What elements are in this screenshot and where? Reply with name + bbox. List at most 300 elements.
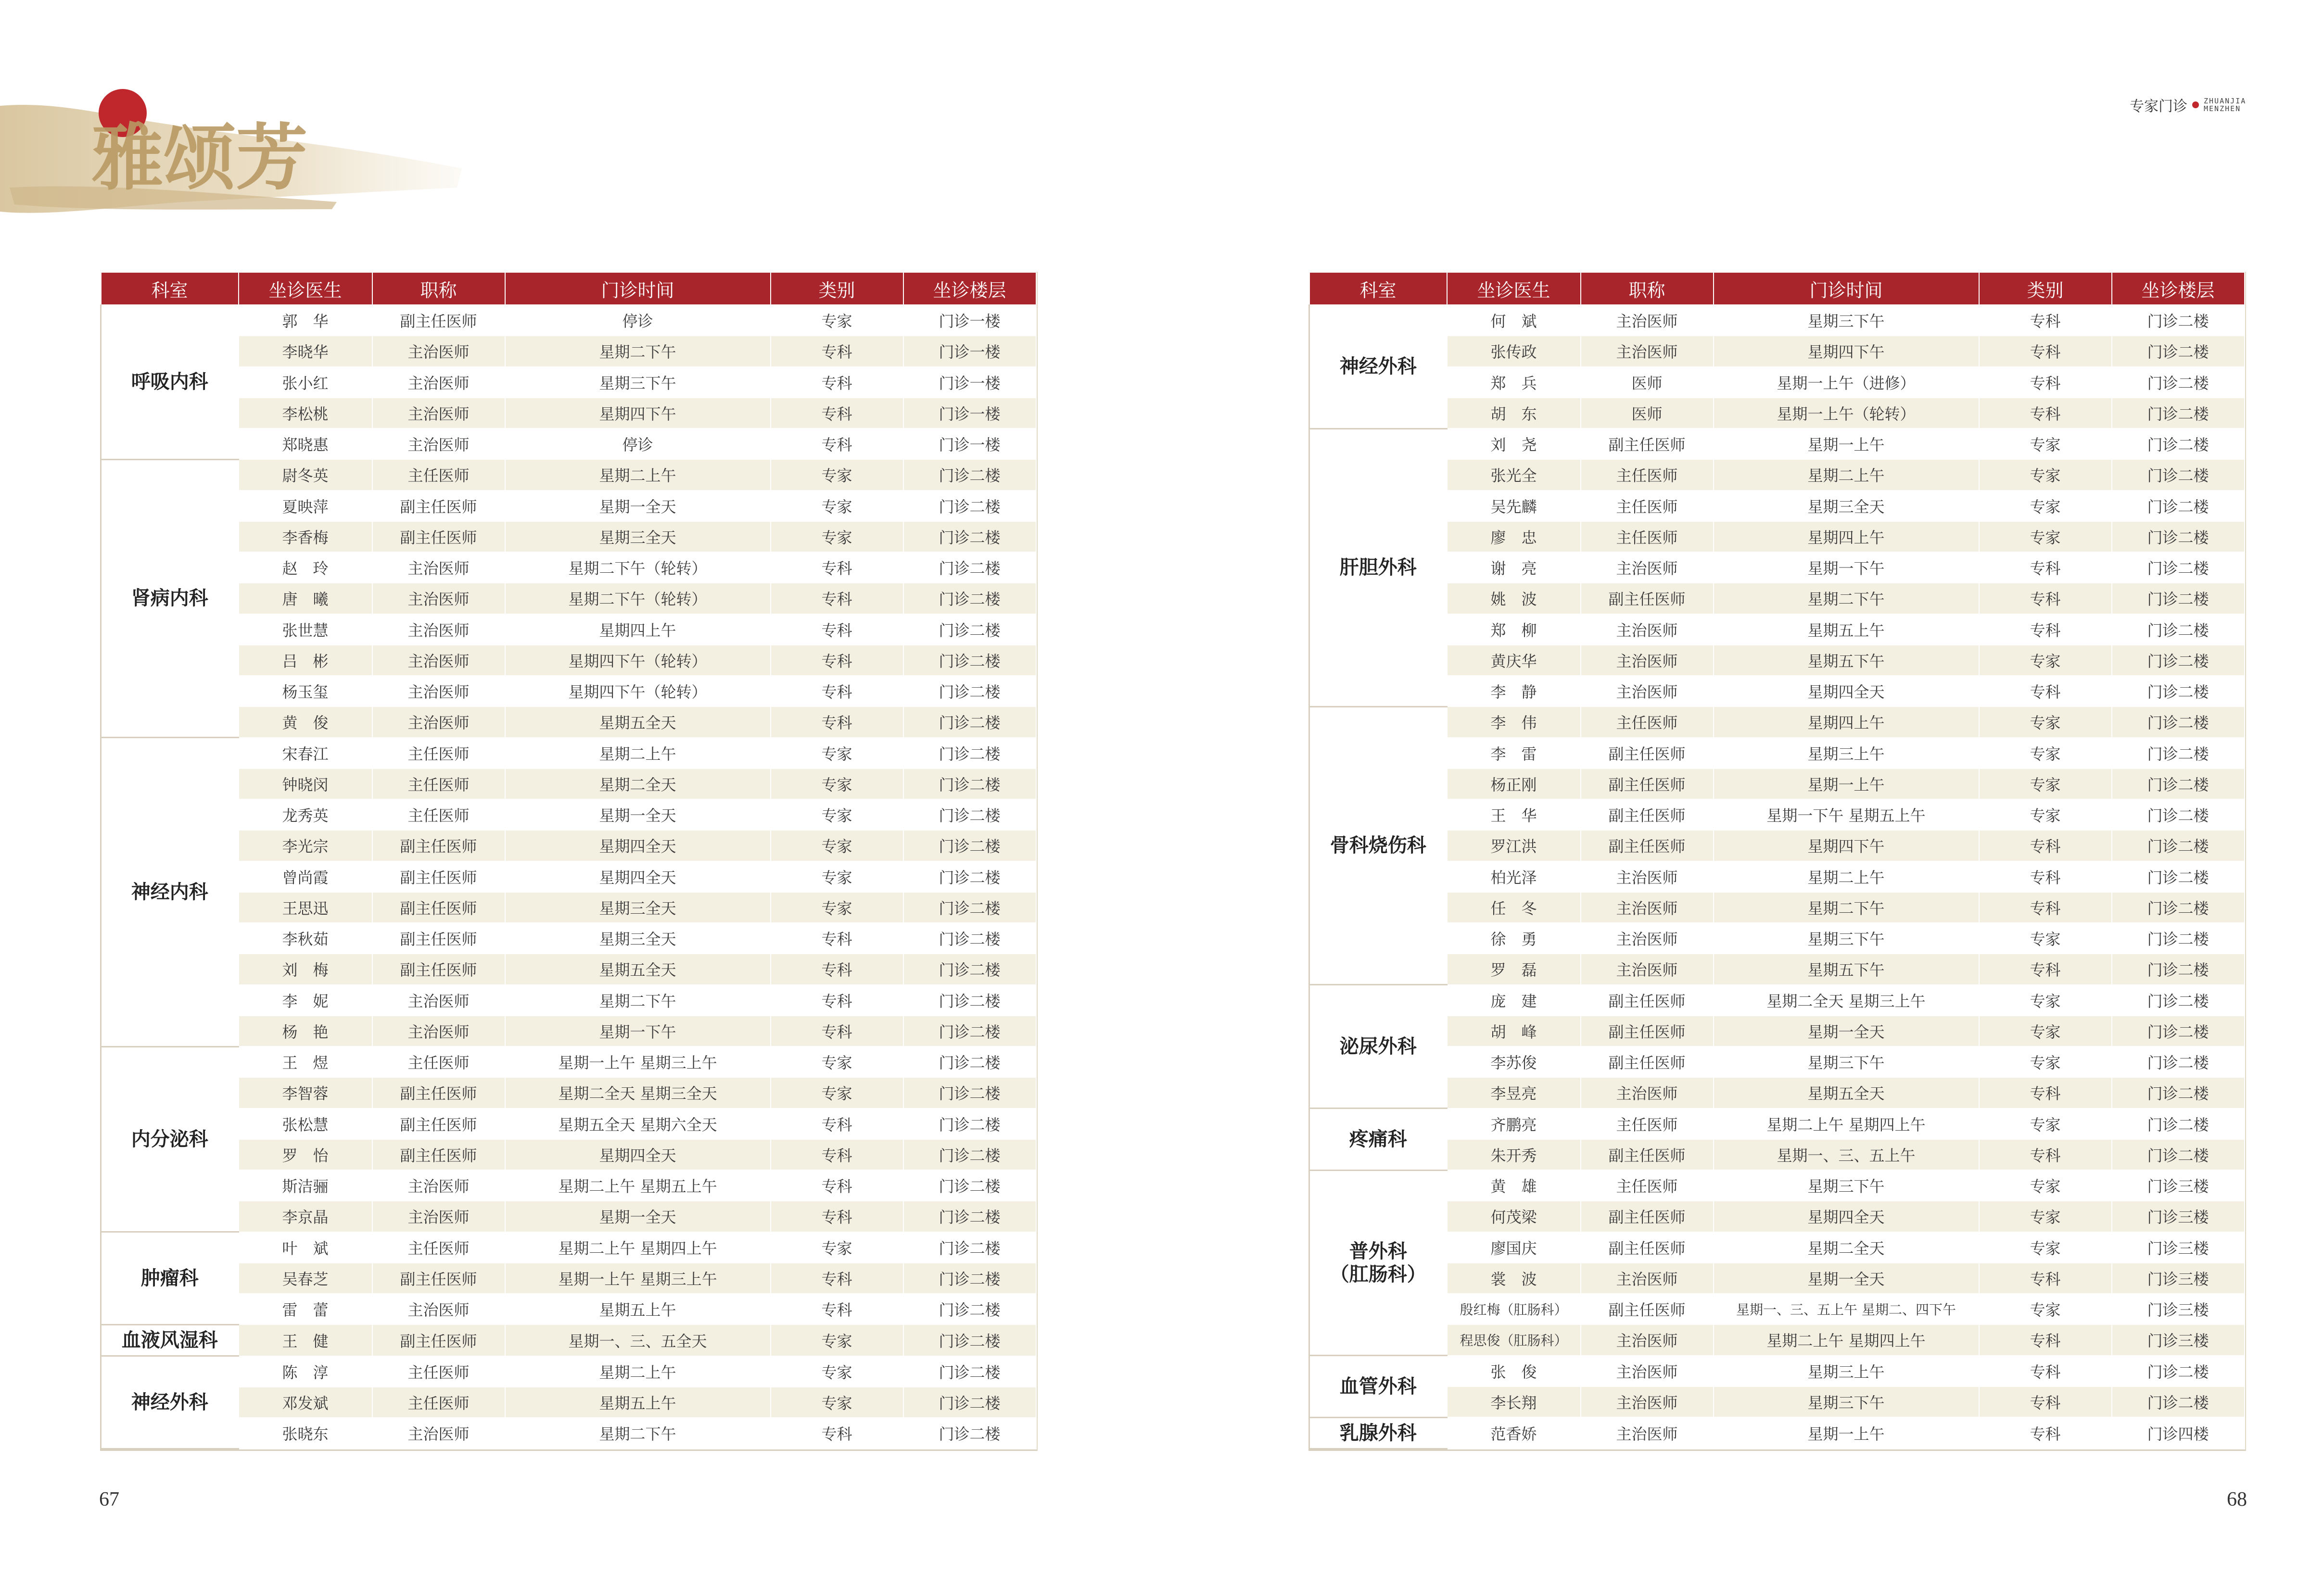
floor-cell: 门诊一楼 [903, 305, 1036, 336]
table-row [101, 1387, 1036, 1418]
department-cell: 呼吸内科 [101, 305, 239, 459]
title-cell: 副主任医师 [1581, 768, 1714, 799]
category-cell: 专家 [1979, 1294, 2112, 1324]
table-row [101, 892, 1036, 923]
logo-calligraphy: 雅颂芳 [91, 115, 308, 200]
doctor-cell: 吕 彬 [239, 645, 372, 676]
floor-cell: 门诊二楼 [903, 1201, 1036, 1232]
floor-cell: 门诊二楼 [2112, 799, 2245, 830]
table-row [1309, 1170, 2245, 1201]
table-row [101, 367, 1036, 398]
floor-cell: 门诊二楼 [903, 1387, 1036, 1418]
doctor-cell: 张小红 [239, 367, 372, 398]
doctor-cell: 宋春江 [239, 738, 372, 768]
table-row [1309, 892, 2245, 923]
column-header: 类别 [1979, 272, 2112, 305]
category-cell: 专家 [1979, 1016, 2112, 1046]
table-row [1309, 1386, 2245, 1417]
category-cell: 专家 [1979, 1232, 2112, 1263]
floor-cell: 门诊二楼 [2112, 428, 2245, 459]
title-cell: 主治医师 [372, 1170, 505, 1201]
title-cell: 主任医师 [372, 459, 505, 490]
floor-cell: 门诊二楼 [903, 1046, 1036, 1077]
table-row [1309, 706, 2245, 737]
schedule-cell: 星期四下午 [1714, 336, 1979, 366]
table-row [101, 799, 1036, 830]
table-row [101, 1324, 1036, 1356]
floor-cell: 门诊二楼 [2112, 985, 2245, 1016]
category-cell: 专科 [771, 1294, 903, 1324]
category-cell: 专家 [1979, 459, 2112, 490]
floor-cell: 门诊二楼 [903, 706, 1036, 737]
doctor-cell: 程思俊（肛肠科） [1447, 1324, 1581, 1355]
department-cell: 泌尿外科 [1309, 985, 1447, 1108]
table-row [1309, 985, 2245, 1016]
table-row [1309, 676, 2245, 706]
table-row [101, 1232, 1036, 1263]
doctor-cell: 李智蓉 [239, 1077, 372, 1108]
title-cell: 医师 [1581, 398, 1714, 428]
title-cell: 副主任医师 [372, 892, 505, 923]
title-cell: 主任医师 [372, 768, 505, 799]
title-cell: 主治医师 [1581, 336, 1714, 366]
table-row [101, 1263, 1036, 1294]
schedule-cell: 星期三全天 [505, 892, 771, 923]
schedule-cell: 星期一上午（轮转） [1714, 398, 1979, 428]
category-cell: 专家 [771, 830, 903, 861]
schedule-cell: 星期二上午 星期五上午 [505, 1170, 771, 1201]
schedule-cell: 星期二上午 [1714, 459, 1979, 490]
doctor-cell: 刘 梅 [239, 954, 372, 984]
floor-cell: 门诊二楼 [2112, 305, 2245, 336]
schedule-cell: 星期五上午 [505, 1387, 771, 1418]
floor-cell: 门诊三楼 [2112, 1294, 2245, 1324]
category-cell: 专家 [1979, 1108, 2112, 1139]
floor-cell: 门诊二楼 [903, 1356, 1036, 1387]
title-cell: 主治医师 [372, 367, 505, 398]
table-row [1309, 459, 2245, 490]
floor-cell: 门诊二楼 [903, 1294, 1036, 1324]
category-cell: 专科 [771, 985, 903, 1016]
table-row [1309, 645, 2245, 676]
table-row [1309, 305, 2245, 336]
column-header: 科室 [1309, 272, 1447, 305]
table-row [101, 645, 1036, 676]
page-number-left: 67 [99, 1488, 119, 1511]
title-cell: 主治医师 [1581, 552, 1714, 583]
department-cell: 血液风湿科 [101, 1324, 239, 1356]
title-cell: 主治医师 [372, 676, 505, 706]
title-cell: 主治医师 [1581, 892, 1714, 923]
floor-cell: 门诊二楼 [2112, 706, 2245, 737]
title-cell: 主治医师 [372, 706, 505, 737]
title-cell: 副主任医师 [372, 923, 505, 954]
schedule-cell: 星期五全天 [1714, 1077, 1979, 1108]
schedule-cell: 星期一上午 星期三上午 [505, 1263, 771, 1294]
department-cell: 骨科烧伤科 [1309, 706, 1447, 984]
department-cell: 乳腺外科 [1309, 1417, 1447, 1448]
doctor-cell: 黄 俊 [239, 706, 372, 737]
department-cell: 疼痛科 [1309, 1108, 1447, 1171]
table-row [1309, 398, 2245, 428]
schedule-cell: 星期四全天 [505, 861, 771, 892]
floor-cell: 门诊二楼 [2112, 459, 2245, 490]
category-cell: 专科 [1979, 676, 2112, 706]
category-cell: 专科 [1979, 1077, 2112, 1108]
schedule-cell: 星期五上午 [1714, 614, 1979, 645]
schedule-cell: 星期二上午 [1714, 861, 1979, 892]
table-row [101, 398, 1036, 428]
doctor-cell: 杨正刚 [1447, 768, 1581, 799]
schedule-cell: 星期二上午 [505, 738, 771, 768]
doctor-cell: 尉冬英 [239, 459, 372, 490]
table-row [101, 1356, 1036, 1387]
table-row [1309, 367, 2245, 398]
title-cell: 副主任医师 [372, 1139, 505, 1170]
table-row [101, 923, 1036, 954]
category-cell: 专科 [771, 954, 903, 984]
title-cell: 主治医师 [1581, 1417, 1714, 1448]
table-row [101, 336, 1036, 366]
schedule-cell: 星期二全天 [505, 768, 771, 799]
floor-cell: 门诊二楼 [903, 799, 1036, 830]
floor-cell: 门诊二楼 [2112, 861, 2245, 892]
floor-cell: 门诊二楼 [2112, 738, 2245, 768]
title-cell: 主治医师 [1581, 1077, 1714, 1108]
schedule-cell: 星期四下午（轮转） [505, 676, 771, 706]
title-cell: 主治医师 [1581, 645, 1714, 676]
schedule-cell: 星期三全天 [505, 521, 771, 552]
title-cell: 主任医师 [372, 1232, 505, 1263]
schedule-cell: 星期一全天 [505, 491, 771, 521]
category-cell: 专家 [1979, 768, 2112, 799]
schedule-cell: 星期四全天 [1714, 1201, 1979, 1232]
doctor-cell: 柏光泽 [1447, 861, 1581, 892]
title-cell: 主治医师 [372, 1016, 505, 1046]
category-cell: 专家 [771, 305, 903, 336]
category-cell: 专科 [771, 1263, 903, 1294]
category-cell: 专科 [1979, 583, 2112, 614]
floor-cell: 门诊二楼 [903, 985, 1036, 1016]
title-cell: 副主任医师 [1581, 428, 1714, 459]
doctor-cell: 张松慧 [239, 1108, 372, 1139]
floor-cell: 门诊二楼 [2112, 923, 2245, 954]
title-cell: 副主任医师 [372, 954, 505, 984]
doctor-cell: 罗 怡 [239, 1139, 372, 1170]
schedule-cell: 星期二上午 星期四上午 [505, 1232, 771, 1263]
floor-cell: 门诊二楼 [903, 768, 1036, 799]
category-cell: 专家 [771, 1046, 903, 1077]
title-cell: 主治医师 [372, 583, 505, 614]
doctor-cell: 钟晓闵 [239, 768, 372, 799]
title-cell: 主治医师 [1581, 954, 1714, 984]
floor-cell: 门诊二楼 [903, 1232, 1036, 1263]
schedule-cell: 星期四上午 [1714, 521, 1979, 552]
schedule-cell: 星期二上午 [505, 459, 771, 490]
schedule-cell: 星期五上午 [505, 1294, 771, 1324]
title-cell: 主治医师 [1581, 1356, 1714, 1386]
doctor-cell: 李昱亮 [1447, 1077, 1581, 1108]
doctor-cell: 杨玉玺 [239, 676, 372, 706]
floor-cell: 门诊二楼 [2112, 583, 2245, 614]
category-cell: 专家 [771, 1324, 903, 1356]
floor-cell: 门诊二楼 [2112, 954, 2245, 984]
doctor-cell: 龙秀英 [239, 799, 372, 830]
title-cell: 主治医师 [372, 428, 505, 459]
floor-cell: 门诊二楼 [2112, 676, 2245, 706]
floor-cell: 门诊二楼 [903, 954, 1036, 984]
schedule-cell: 星期一下午 星期五上午 [1714, 799, 1979, 830]
floor-cell: 门诊三楼 [2112, 1324, 2245, 1355]
category-cell: 专科 [1979, 398, 2112, 428]
schedule-cell: 星期一上午 [1714, 428, 1979, 459]
schedule-cell: 星期一全天 [505, 1201, 771, 1232]
category-cell: 专科 [771, 706, 903, 737]
doctor-cell: 陈 淳 [239, 1356, 372, 1387]
doctor-cell: 李苏俊 [1447, 1046, 1581, 1077]
table-row [101, 861, 1036, 892]
category-cell: 专科 [771, 398, 903, 428]
doctor-cell: 廖国庆 [1447, 1232, 1581, 1263]
floor-cell: 门诊二楼 [2112, 521, 2245, 552]
section-title: 专家门诊 [2130, 98, 2187, 115]
category-cell: 专科 [1979, 861, 2112, 892]
doctor-cell: 裳 波 [1447, 1263, 1581, 1294]
table-row [1309, 1046, 2245, 1077]
schedule-cell: 星期二全天 星期三上午 [1714, 985, 1979, 1016]
floor-cell: 门诊二楼 [2112, 1016, 2245, 1046]
category-cell: 专科 [1979, 954, 2112, 984]
schedule-cell: 星期二下午 [1714, 583, 1979, 614]
floor-cell: 门诊二楼 [2112, 1046, 2245, 1077]
table-row [1309, 1139, 2245, 1170]
schedule-cell: 星期四上午 [1714, 706, 1979, 737]
category-cell: 专家 [1979, 738, 2112, 768]
doctor-cell: 王思迅 [239, 892, 372, 923]
column-header: 科室 [101, 272, 239, 305]
category-cell: 专科 [771, 676, 903, 706]
table-row [1309, 768, 2245, 799]
doctor-cell: 李 雷 [1447, 738, 1581, 768]
category-cell: 专科 [1979, 1386, 2112, 1417]
schedule-cell: 星期五下午 [1714, 645, 1979, 676]
table-row [1309, 1077, 2245, 1108]
table-row [101, 706, 1036, 737]
category-cell: 专科 [1979, 1263, 2112, 1294]
doctor-cell: 胡 东 [1447, 398, 1581, 428]
schedule-cell: 星期四下午 [505, 398, 771, 428]
doctor-cell: 范香娇 [1447, 1417, 1581, 1448]
schedule-cell: 星期一下午 [505, 1016, 771, 1046]
category-cell: 专科 [771, 367, 903, 398]
page-number-right: 68 [2227, 1488, 2247, 1511]
doctor-cell: 黄庆华 [1447, 645, 1581, 676]
department-cell: 普外科 （肛肠科） [1309, 1170, 1447, 1356]
title-cell: 主任医师 [1581, 521, 1714, 552]
category-cell: 专家 [1979, 428, 2112, 459]
title-cell: 主任医师 [372, 1046, 505, 1077]
floor-cell: 门诊二楼 [903, 1170, 1036, 1201]
schedule-cell: 星期一下午 [1714, 552, 1979, 583]
schedule-cell: 星期五全天 [505, 954, 771, 984]
schedule-cell: 星期三下午 [1714, 305, 1979, 336]
schedule-cell: 星期二全天 星期三全天 [505, 1077, 771, 1108]
doctor-cell: 曾尚霞 [239, 861, 372, 892]
table-header-row [1309, 272, 2245, 305]
doctor-cell: 张晓东 [239, 1418, 372, 1448]
schedule-cell: 星期五全天 [505, 706, 771, 737]
floor-cell: 门诊二楼 [903, 1016, 1036, 1046]
category-cell: 专家 [771, 1356, 903, 1387]
floor-cell: 门诊二楼 [2112, 614, 2245, 645]
title-cell: 主任医师 [1581, 706, 1714, 737]
title-cell: 主任医师 [1581, 491, 1714, 521]
doctor-cell: 罗江洪 [1447, 830, 1581, 861]
doctor-cell: 朱开秀 [1447, 1139, 1581, 1170]
floor-cell: 门诊二楼 [2112, 367, 2245, 398]
schedule-cell: 星期一、三、五上午 星期二、四下午 [1714, 1294, 1979, 1324]
doctor-cell: 王 华 [1447, 799, 1581, 830]
title-cell: 医师 [1581, 367, 1714, 398]
department-cell: 神经内科 [101, 738, 239, 1047]
department-cell: 内分泌科 [101, 1046, 239, 1232]
section-pinyin: ZHUANJIA MENZHEN [2204, 97, 2247, 113]
doctor-cell: 张光全 [1447, 459, 1581, 490]
schedule-cell: 星期三上午 [1714, 1356, 1979, 1386]
table-row [101, 491, 1036, 521]
schedule-cell: 星期二上午 星期四上午 [1714, 1324, 1979, 1355]
column-header: 门诊时间 [505, 272, 771, 305]
doctor-cell: 姚 波 [1447, 583, 1581, 614]
table-row [101, 1108, 1036, 1139]
floor-cell: 门诊二楼 [903, 892, 1036, 923]
doctor-cell: 邓发斌 [239, 1387, 372, 1418]
column-header: 职称 [1581, 272, 1714, 305]
title-cell: 副主任医师 [1581, 583, 1714, 614]
table-row [1309, 1324, 2245, 1355]
floor-cell: 门诊二楼 [2112, 1077, 2245, 1108]
title-cell: 主治医师 [1581, 923, 1714, 954]
schedule-cell: 星期二下午（轮转） [505, 552, 771, 583]
department-cell: 神经外科 [1309, 305, 1447, 428]
doctor-cell: 叶 斌 [239, 1232, 372, 1263]
category-cell: 专科 [771, 614, 903, 645]
column-header: 坐诊楼层 [2112, 272, 2245, 305]
floor-cell: 门诊二楼 [2112, 645, 2245, 676]
floor-cell: 门诊二楼 [903, 1263, 1036, 1294]
table-row [1309, 1201, 2245, 1232]
doctor-cell: 李光宗 [239, 830, 372, 861]
doctor-cell: 夏映萍 [239, 491, 372, 521]
schedule-cell: 星期二下午（轮转） [505, 583, 771, 614]
schedule-table-right [1308, 272, 2246, 1451]
doctor-cell: 郭 华 [239, 305, 372, 336]
table-row [1309, 1108, 2245, 1139]
title-cell: 主治医师 [1581, 676, 1714, 706]
title-cell: 副主任医师 [1581, 738, 1714, 768]
category-cell: 专科 [1979, 830, 2112, 861]
floor-cell: 门诊四楼 [2112, 1417, 2245, 1448]
schedule-cell: 星期一、三、五全天 [505, 1324, 771, 1356]
table-row [1309, 1232, 2245, 1263]
floor-cell: 门诊二楼 [903, 583, 1036, 614]
schedule-cell: 星期四上午 [505, 614, 771, 645]
schedule-cell: 星期三下午 [1714, 1170, 1979, 1201]
floor-cell: 门诊二楼 [903, 1077, 1036, 1108]
table-row [1309, 336, 2245, 366]
doctor-cell: 任 冬 [1447, 892, 1581, 923]
doctor-cell: 刘 尧 [1447, 428, 1581, 459]
floor-cell: 门诊二楼 [903, 614, 1036, 645]
title-cell: 副主任医师 [1581, 1232, 1714, 1263]
title-cell: 主任医师 [1581, 1170, 1714, 1201]
category-cell: 专科 [771, 1201, 903, 1232]
table-row [1309, 1016, 2245, 1046]
category-cell: 专家 [771, 1232, 903, 1263]
schedule-cell: 星期五下午 [1714, 954, 1979, 984]
title-cell: 副主任医师 [372, 1324, 505, 1356]
floor-cell: 门诊三楼 [2112, 1201, 2245, 1232]
schedule-cell: 星期二下午 [1714, 892, 1979, 923]
floor-cell: 门诊一楼 [903, 428, 1036, 459]
title-cell: 主治医师 [1581, 614, 1714, 645]
schedule-cell: 星期三下午 [1714, 923, 1979, 954]
floor-cell: 门诊二楼 [2112, 336, 2245, 366]
table-row [1309, 1294, 2245, 1324]
doctor-cell: 张传政 [1447, 336, 1581, 366]
table-row [101, 1201, 1036, 1232]
category-cell: 专家 [1979, 799, 2112, 830]
title-cell: 主任医师 [1581, 459, 1714, 490]
department-cell: 血管外科 [1309, 1356, 1447, 1418]
title-cell: 主治医师 [372, 1201, 505, 1232]
doctor-cell: 李松桃 [239, 398, 372, 428]
floor-cell: 门诊三楼 [2112, 1170, 2245, 1201]
title-cell: 主治医师 [1581, 1324, 1714, 1355]
doctor-cell: 李 伟 [1447, 706, 1581, 737]
title-cell: 副主任医师 [372, 491, 505, 521]
schedule-cell: 星期一上午 星期三上午 [505, 1046, 771, 1077]
doctor-cell: 李 妮 [239, 985, 372, 1016]
column-header: 坐诊医生 [1447, 272, 1581, 305]
category-cell: 专科 [1979, 367, 2112, 398]
floor-cell: 门诊二楼 [903, 738, 1036, 768]
floor-cell: 门诊二楼 [2112, 1386, 2245, 1417]
floor-cell: 门诊二楼 [903, 1324, 1036, 1356]
category-cell: 专科 [771, 1108, 903, 1139]
title-cell: 副主任医师 [372, 830, 505, 861]
schedule-cell: 星期四下午 [1714, 830, 1979, 861]
table-row [1309, 614, 2245, 645]
table-row [1309, 1356, 2245, 1386]
doctor-cell: 殷红梅（肛肠科） [1447, 1294, 1581, 1324]
schedule-table-left [100, 272, 1038, 1451]
title-cell: 主任医师 [372, 738, 505, 768]
doctor-cell: 李京晶 [239, 1201, 372, 1232]
floor-cell: 门诊二楼 [2112, 1356, 2245, 1386]
category-cell: 专家 [771, 491, 903, 521]
doctor-cell: 李晓华 [239, 336, 372, 366]
category-cell: 专家 [771, 1077, 903, 1108]
category-cell: 专家 [1979, 1170, 2112, 1201]
title-cell: 主任医师 [372, 1356, 505, 1387]
column-header: 类别 [771, 272, 903, 305]
table-row [101, 1046, 1036, 1077]
table-row [1309, 861, 2245, 892]
table-row [1309, 428, 2245, 459]
floor-cell: 门诊二楼 [903, 861, 1036, 892]
doctor-cell: 徐 勇 [1447, 923, 1581, 954]
